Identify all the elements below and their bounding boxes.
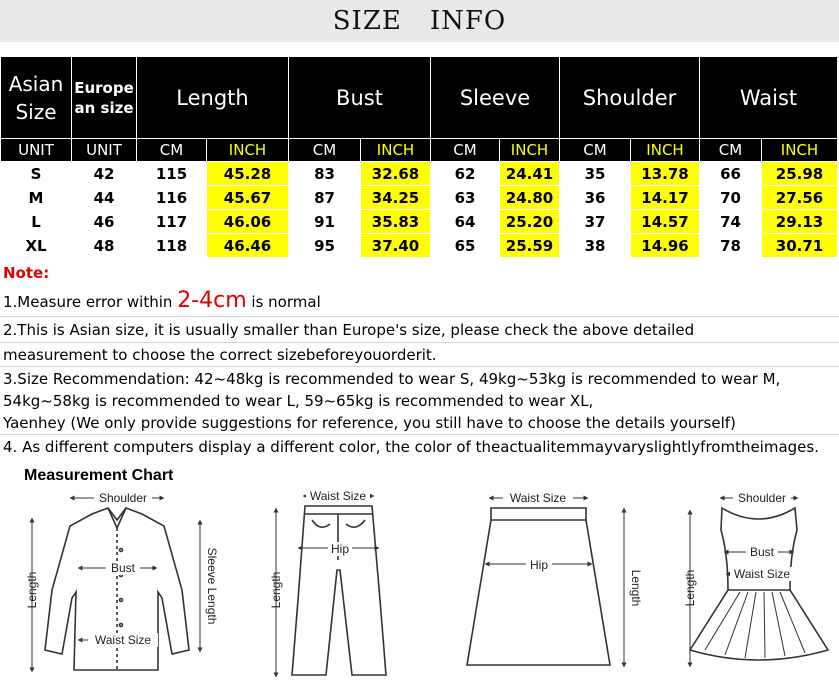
table-cell: 32.68: [361, 162, 431, 186]
skirt-hip-label: Hip: [529, 558, 549, 572]
header-sleeve: Sleeve: [431, 57, 560, 139]
note-1-highlight: 2-4cm: [177, 288, 247, 313]
shirt-length-label: Length: [25, 571, 39, 609]
table-cell: 37.40: [361, 234, 431, 258]
unit-cell: UNIT: [72, 139, 137, 162]
note-4: 4. As different computers display a different color, the color of theactualitemmayvaryslightlyfromtheimages.: [3, 438, 819, 456]
table-unit-row: [1, 139, 838, 162]
dress-bust-label: Bust: [749, 545, 775, 559]
table-cell: 45.67: [207, 186, 289, 210]
table-cell: 25.20: [500, 210, 560, 234]
dress-waist-label: Waist Size: [733, 567, 791, 581]
table-cell: 83: [289, 162, 361, 186]
table-row: [1, 210, 838, 234]
table-cell: 46.06: [207, 210, 289, 234]
table-cell: 74: [700, 210, 762, 234]
table-cell: 118: [137, 234, 207, 258]
table-row: [1, 234, 838, 258]
title-right: INFO: [429, 6, 507, 36]
size-cell: L: [1, 210, 72, 234]
table-cell: 35: [560, 162, 631, 186]
size-table: [0, 56, 838, 258]
note-1: 1.Measure error within 2-4cm is normal: [3, 288, 321, 313]
table-cell: 38: [560, 234, 631, 258]
skirt-length-label: Length: [629, 569, 643, 607]
table-cell: 64: [431, 210, 500, 234]
table-cell: 45.28: [207, 162, 289, 186]
table-cell: 66: [700, 162, 762, 186]
pants-pocket: [346, 520, 365, 527]
dress-length-label: Length: [683, 569, 697, 607]
table-cell: 29.13: [762, 210, 838, 234]
table-cell: 24.80: [500, 186, 560, 210]
header-length: Length: [137, 57, 289, 139]
table-cell: 78: [700, 234, 762, 258]
shirt-button: [120, 624, 123, 627]
pants-pocket: [312, 520, 330, 527]
note-title: Note:: [3, 264, 50, 282]
shirt-button: [120, 549, 123, 552]
page-title: [0, 6, 839, 36]
dress-outline: [690, 508, 828, 660]
unit-cell: UNIT: [1, 139, 72, 162]
pants-diagram: [276, 496, 386, 675]
size-cell: S: [1, 162, 72, 186]
table-cell: 30.71: [762, 234, 838, 258]
table-cell: 35.83: [361, 210, 431, 234]
table-cell: 13.78: [631, 162, 700, 186]
table-cell: 65: [431, 234, 500, 258]
unit-cell: CM: [700, 139, 762, 162]
table-cell: 14.96: [631, 234, 700, 258]
note-3-line-3: Yaenhey (We only provide suggestions for reference, you still have to choose the details yourself): [3, 414, 736, 432]
table-cell: 87: [289, 186, 361, 210]
note-2-line-2: measurement to choose the correct sizebeforeyouorderit.: [3, 346, 437, 364]
size-cell: M: [1, 186, 72, 210]
shirt-waist-label: Waist Size: [94, 633, 152, 647]
unit-cell: INCH: [207, 139, 289, 162]
header-shoulder: Shoulder: [560, 57, 700, 139]
table-header-row: [1, 57, 838, 139]
size-cell: XL: [1, 234, 72, 258]
measurement-chart-title: Measurement Chart: [24, 467, 174, 484]
unit-cell: CM: [289, 139, 361, 162]
table-cell: 62: [431, 162, 500, 186]
skirt-outline: [467, 508, 610, 665]
table-cell: 27.56: [762, 186, 838, 210]
table-cell: 70: [700, 186, 762, 210]
note-2-line-1: 2.This is Asian size, it is usually smaller than Europe's size, please check the above detailed: [3, 321, 695, 339]
table-cell: 42: [72, 162, 137, 186]
unit-cell: INCH: [500, 139, 560, 162]
table-cell: 14.17: [631, 186, 700, 210]
table-cell: 25.98: [762, 162, 838, 186]
unit-cell: CM: [137, 139, 207, 162]
unit-cell: INCH: [361, 139, 431, 162]
table-cell: 24.41: [500, 162, 560, 186]
title-left: SIZE: [332, 6, 402, 36]
unit-cell: INCH: [762, 139, 838, 162]
shirt-bust-label: Bust: [110, 561, 136, 575]
skirt-waist-label: Waist Size: [509, 491, 567, 505]
table-cell: 116: [137, 186, 207, 210]
unit-cell: CM: [431, 139, 500, 162]
header-bust: Bust: [289, 57, 431, 139]
table-cell: 46.46: [207, 234, 289, 258]
pants-waist-label: Waist Size: [309, 489, 367, 503]
table-row: [1, 162, 838, 186]
shirt-button: [120, 599, 123, 602]
unit-cell: INCH: [631, 139, 700, 162]
header-waist: Waist: [700, 57, 838, 139]
table-cell: 46: [72, 210, 137, 234]
table-cell: 44: [72, 186, 137, 210]
table-cell: 63: [431, 186, 500, 210]
shirt-shoulder-label: Shoulder: [98, 491, 148, 505]
pants-outline: [292, 506, 386, 675]
note-3-line-1: 3.Size Recommendation: 42~48kg is recommended to wear S, 49kg~53kg is recommended to wear M,: [3, 370, 781, 388]
table-cell: 117: [137, 210, 207, 234]
table-cell: 34.25: [361, 186, 431, 210]
unit-cell: CM: [560, 139, 631, 162]
dress-diagram: [690, 498, 828, 665]
dress-shoulder-label: Shoulder: [737, 491, 787, 505]
table-row: [1, 186, 838, 210]
header-asian-size: Asian Size: [1, 57, 72, 139]
table-cell: 95: [289, 234, 361, 258]
skirt-diagram: [467, 498, 624, 665]
table-cell: 37: [560, 210, 631, 234]
table-cell: 25.59: [500, 234, 560, 258]
table-cell: 48: [72, 234, 137, 258]
shirt-sleeve-label: Sleeve Length: [205, 547, 219, 625]
pants-length-label: Length: [269, 571, 283, 609]
table-cell: 36: [560, 186, 631, 210]
measurement-diagrams: [0, 480, 839, 694]
table-cell: 115: [137, 162, 207, 186]
pants-hip-label: Hip: [330, 542, 350, 556]
header-european-size: Europe an size: [72, 57, 137, 139]
table-cell: 91: [289, 210, 361, 234]
note-3-line-2: 54kg~58kg is recommended to wear L, 59~65kg is recommended to wear XL,: [3, 392, 594, 410]
table-cell: 14.57: [631, 210, 700, 234]
